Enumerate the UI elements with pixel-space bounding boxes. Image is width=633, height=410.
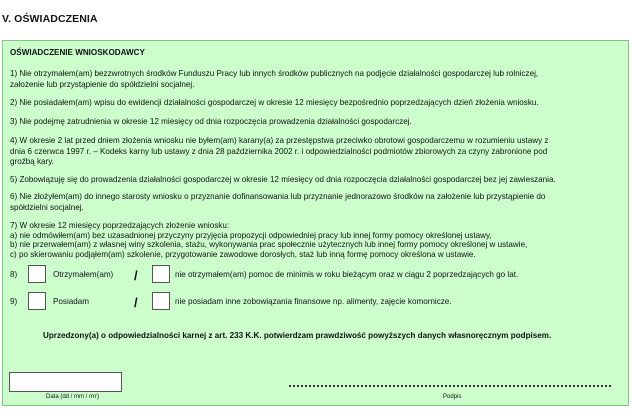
date-caption: Data (dd / mm / rrrr)	[46, 394, 100, 400]
statement-6-line-1: 6) Nie złożyłem(am) do innego starosty wniosku o przyznanie dofinansowania lub przyznanie jednorazowo środków na założenie lub przystąpienie do	[10, 192, 546, 201]
no-obligations-checkbox[interactable]	[152, 292, 170, 310]
statement-8-number: 8)	[10, 270, 18, 279]
statement-1-line-1: 1) Nie otrzymałem(am) bezzwrotnych środków Funduszu Pracy lub innych środków publicznych na podjęcie działalności gospodarczej lub rolniczej,	[10, 69, 539, 78]
option-separator: /	[134, 295, 138, 310]
statement-7-intro: 7) W okresie 12 miesięcy poprzedzających złożenie wniosku:	[10, 221, 230, 230]
option-separator: /	[134, 268, 138, 283]
received-de-minimis-label: Otrzymałem(am)	[53, 270, 114, 279]
statement-1-line-2: założenie lub przystąpienie do spółdzielni socjalnej.	[10, 79, 195, 89]
statement-6-line-2: spółdzielni socjalnej.	[10, 202, 84, 212]
criminal-liability-warning: Uprzedzony(a) o odpowiedzialności karnej z art. 233 K.K. potwierdzam prawdziwość powyższych danych własnoręcznym podpisem.	[43, 331, 552, 340]
not-received-de-minimis-checkbox[interactable]	[152, 265, 170, 283]
has-obligations-label: Posiadam	[53, 297, 89, 306]
date-field[interactable]	[9, 372, 122, 392]
declaration-panel	[2, 40, 629, 406]
signature-caption: Podpis	[443, 394, 462, 400]
statement-4-line-2: dnia 6 czerwca 1997 r. – Kodeks karny lub ustawy z dnia 28 października 2002 r. i odpowiedzialności podmiotów zbiorowych za czyny zabronione pod	[10, 146, 548, 156]
has-obligations-checkbox[interactable]	[28, 292, 46, 310]
no-obligations-label: nie posiadam inne zobowiązania finansowe np. alimenty, zajęcie komornicze.	[175, 297, 452, 306]
statement-5: 5) Zobowiązuję się do prowadzenia działalności gospodarczej w okresie 12 miesięcy od dnia rozpoczęcia działalności gospodarczej bez jej zawieszania.	[10, 175, 556, 184]
received-de-minimis-checkbox[interactable]	[28, 265, 46, 283]
statement-4-line-1: 4) W okresie 2 lat przed dniem złożenia wniosku nie byłem(am) karany(a) za przestępstwa przeciwko obrotowi gospodarczemu w rozumieniu ustawy z	[10, 136, 549, 145]
statement-4-line-3: groźbą kary.	[10, 157, 54, 166]
signature-line	[289, 385, 611, 387]
statement-7-a: a) nie odmówiłem(am) bez uzasadnionej przyczyny przyjęcia propozycji odpowiedniej pracy lub innej formy pomocy określonej ustawy,	[10, 230, 492, 240]
section-title: V. OŚWIADCZENIA	[2, 13, 98, 25]
statement-2: 2) Nie posiadałem(am) wpisu do ewidencji działalności gospodarczej w okresie 12 miesięcy bezpośrednio poprzedzających dzień złożenia wniosku.	[10, 98, 539, 107]
statement-9-number: 9)	[10, 297, 18, 306]
statement-7-c: c) po skierowaniu podjąłem(am) szkolenie, przygotowanie zawodowe dorosłych, staż lub inną formę pomocy określona w ustawie.	[10, 249, 476, 259]
statement-3: 3) Nie podejmę zatrudnienia w okresie 12 miesięcy od dnia rozpoczęcia prowadzenia działalności gospodarczej.	[10, 117, 412, 126]
declaration-heading: OŚWIADCZENIE WNIOSKODAWCY	[10, 48, 145, 57]
not-received-de-minimis-label: nie otrzymałem(am) pomoc de minimis w roku bieżącym oraz w ciągu 2 poprzedzających go lat.	[175, 270, 519, 279]
statement-7-b: b) nie przerwałem(am) z własnej winy szkolenia, stażu, wykonywania prac społecznie użytecznych lub innej formy pomocy określonej w ustawie,	[10, 240, 528, 249]
